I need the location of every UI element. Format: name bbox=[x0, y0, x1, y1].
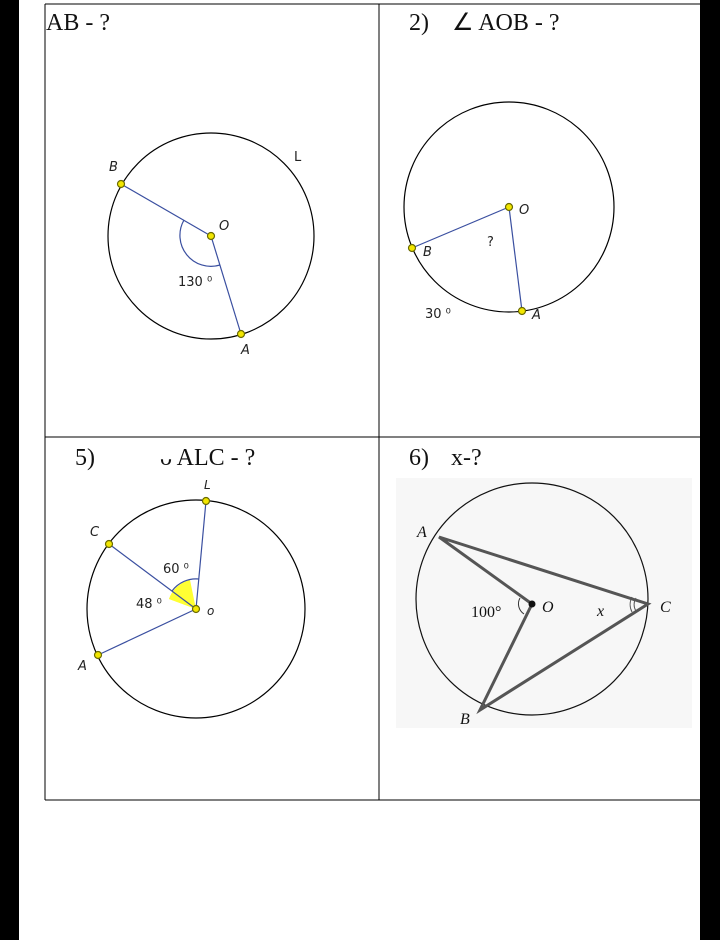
label-l: L bbox=[294, 150, 302, 165]
radius-oa-5 bbox=[98, 609, 196, 655]
problem-1-title: AB - ? bbox=[46, 10, 110, 36]
point-b-2 bbox=[409, 245, 416, 252]
label-angle-100: 100° bbox=[471, 604, 502, 621]
point-o-2 bbox=[506, 204, 513, 211]
label-a-6: A bbox=[417, 524, 427, 541]
problem-1 bbox=[46, 10, 314, 358]
label-arc-30: 30 ⁰ bbox=[425, 307, 451, 322]
label-b-6: B bbox=[460, 711, 470, 728]
label-o: O bbox=[219, 219, 230, 234]
label-angle-60: 60 ⁰ bbox=[163, 562, 189, 577]
point-l bbox=[203, 498, 210, 505]
problem-5 bbox=[75, 445, 305, 718]
label-o-5: o bbox=[207, 604, 215, 618]
label-angle-130: 130 ⁰ bbox=[178, 275, 213, 290]
label-c: C bbox=[90, 525, 100, 540]
label-b-2: B bbox=[423, 245, 432, 260]
problem-6 bbox=[396, 445, 692, 728]
problem-5-title: ᴗ ALC - ? bbox=[160, 445, 256, 471]
sector-48-fill bbox=[169, 580, 196, 609]
radius-oa bbox=[211, 236, 241, 334]
worksheet-page bbox=[19, 0, 700, 940]
point-c bbox=[106, 541, 113, 548]
problem-5-number: 5) bbox=[75, 445, 95, 471]
point-a-2 bbox=[519, 308, 526, 315]
problem-2 bbox=[404, 10, 614, 323]
problem-6-number: 6) bbox=[409, 445, 429, 471]
point-o-5 bbox=[193, 606, 200, 613]
center-dot-o bbox=[529, 601, 536, 608]
label-a: A bbox=[241, 343, 250, 358]
label-a-2: A bbox=[532, 308, 541, 323]
point-a bbox=[238, 331, 245, 338]
problems-grid bbox=[19, 0, 700, 940]
label-a-5: A bbox=[78, 659, 87, 674]
point-b bbox=[118, 181, 125, 188]
problem-2-number: 2) bbox=[409, 10, 429, 36]
radius-oa-2 bbox=[509, 207, 522, 311]
radius-ol bbox=[196, 501, 206, 609]
label-l-5: L bbox=[204, 478, 211, 492]
problem-2-title: ∠ AOB - ? bbox=[452, 10, 560, 36]
label-question: ? bbox=[487, 235, 494, 250]
label-o-6: O bbox=[542, 599, 554, 616]
label-b: B bbox=[109, 160, 118, 175]
point-o bbox=[208, 233, 215, 240]
label-c-6: C bbox=[660, 599, 671, 616]
label-x: x bbox=[597, 603, 605, 620]
point-a-5 bbox=[95, 652, 102, 659]
radius-ob bbox=[121, 184, 211, 236]
label-angle-48: 48 ⁰ bbox=[136, 597, 162, 612]
angle-arc-130 bbox=[180, 220, 220, 266]
problem-6-title: x-? bbox=[451, 445, 482, 471]
label-o-2: O bbox=[519, 203, 530, 218]
radius-ob-2 bbox=[412, 207, 509, 248]
